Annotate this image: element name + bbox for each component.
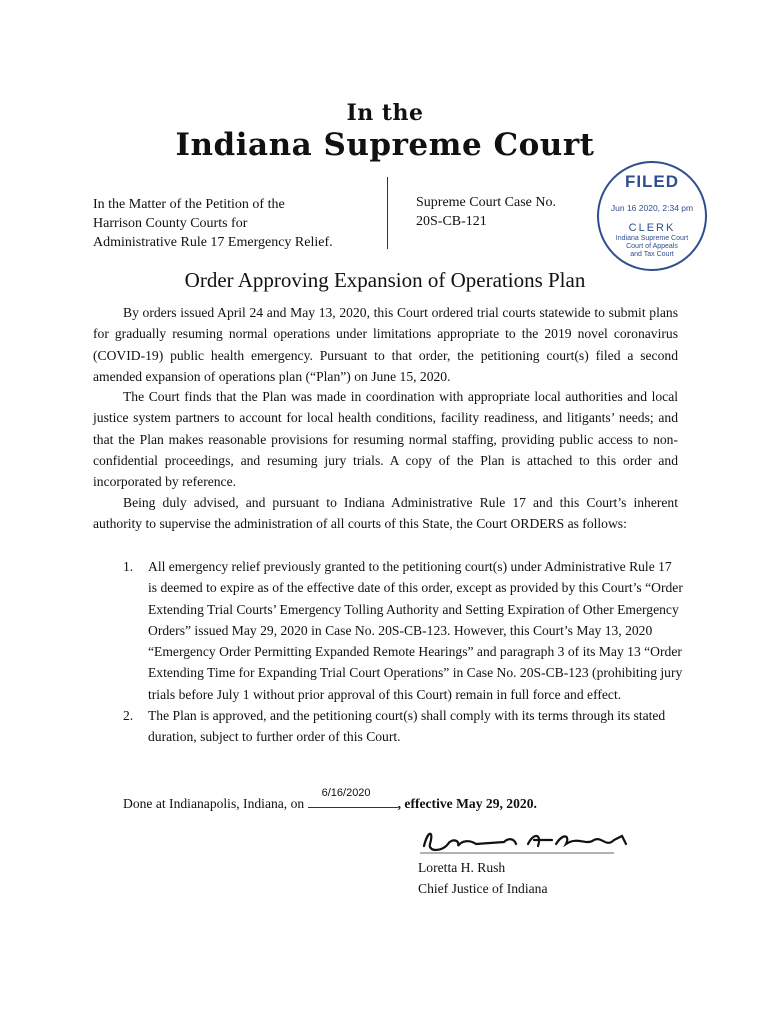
order-number: 2. [123,708,134,724]
court-heading-line1: In the [346,100,424,126]
paragraph-3 [93,492,678,535]
stamp-date: Jun 16 2020, 2:34 pm [610,203,694,213]
order-text: All emergency relief previously granted to the petitioning court(s) under Administrative Rule 17 is deemed to expire as of the effective date of this order, except as provided by this Court’s “Order Extending Trial Courts’ Emergency Tolling Authority and Setting Expiration of Other Emergency Orders” issued May 29, 2020 in Case No. 20S-CB-123. However, this Court’s May 13, 2020 “Emergency Order Permitting Expanded Remote Hearings” and paragraph 3 of its May 13 “Order Extending Time for Expanding Trial Court Operations” in Case No. 20S-CB-123 (prohibiting jury trials before July 1 without prior approval of this Court) remain in full force and effect. [148,559,683,702]
filed-stamp [597,161,707,271]
caption-divider [387,177,388,249]
paragraph-2 [93,386,678,492]
done-line [123,787,537,814]
signed-date: 6/16/2020 [321,787,371,799]
stamp-court-line: and Tax Court [630,251,674,258]
order-number: 1. [123,559,134,574]
case-number-block [416,193,596,231]
document-title: Order Approving Expansion of Operations Plan [184,268,586,292]
signer-name: Loretta H. Rush [418,860,506,875]
case-label: Supreme Court Case No. [416,195,556,210]
matter-line: Administrative Rule 17 Emergency Relief. [93,235,333,250]
stamp-courts [599,235,705,259]
court-heading-line2: Indiana Supreme Court [175,127,595,163]
case-number: 20S-CB-121 [416,214,487,229]
paragraph-text: Being duly advised, and pursuant to Indiana Administrative Rule 17 and this Court’s inherent authority to supervise the administration of all courts of this State, the Court ORDERS as follows: [93,495,678,532]
paragraph-1 [93,302,678,387]
matter-line: Harrison County Courts for [93,216,248,231]
matter-line: In the Matter of the Petition of the [93,197,285,212]
order-text: The Plan is approved, and the petitioning court(s) shall comply with its terms through its stated duration, subject to further order of this Court. [148,708,666,745]
matter-caption [93,195,378,252]
done-prefix: Done at Indianapolis, Indiana, on [123,796,305,811]
paragraph-text: By orders issued April 24 and May 13, 2020, this Court ordered trial courts statewide to submit plans for gradually resuming normal operations under limitations appropriate to the 2019 novel coronavirus (COVID-19) public health emergency. Pursuant to that order, the petitioning court(s) filed a second amended expansion of operations plan (“Plan”) on June 15, 2020. [93,305,678,384]
stamp-court-line: Court of Appeals [626,243,678,250]
stamp-court-line: Indiana Supreme Court [615,235,689,242]
order-item [123,556,683,705]
stamp-status: FILED [624,172,680,191]
orders-list [123,556,683,748]
effective-date: , effective May 29, 2020. [397,796,537,811]
stamp-clerk: CLERK [628,222,676,234]
date-blank [308,787,398,808]
order-item [123,705,683,748]
signer-title: Chief Justice of Indiana [418,881,548,897]
signature-scribble [418,826,648,858]
signature-block [418,857,547,900]
paragraph-text: The Court finds that the Plan was made in coordination with appropriate local authorities and local justice system partners to account for local health conditions, facility readiness, and litigants’ needs; and that the Plan makes reasonable provisions for resuming normal staffing, providing public access to non-confidential proceedings, and resuming jury trials. A copy of the Plan is attached to this order and incorporated by reference. [93,389,678,490]
